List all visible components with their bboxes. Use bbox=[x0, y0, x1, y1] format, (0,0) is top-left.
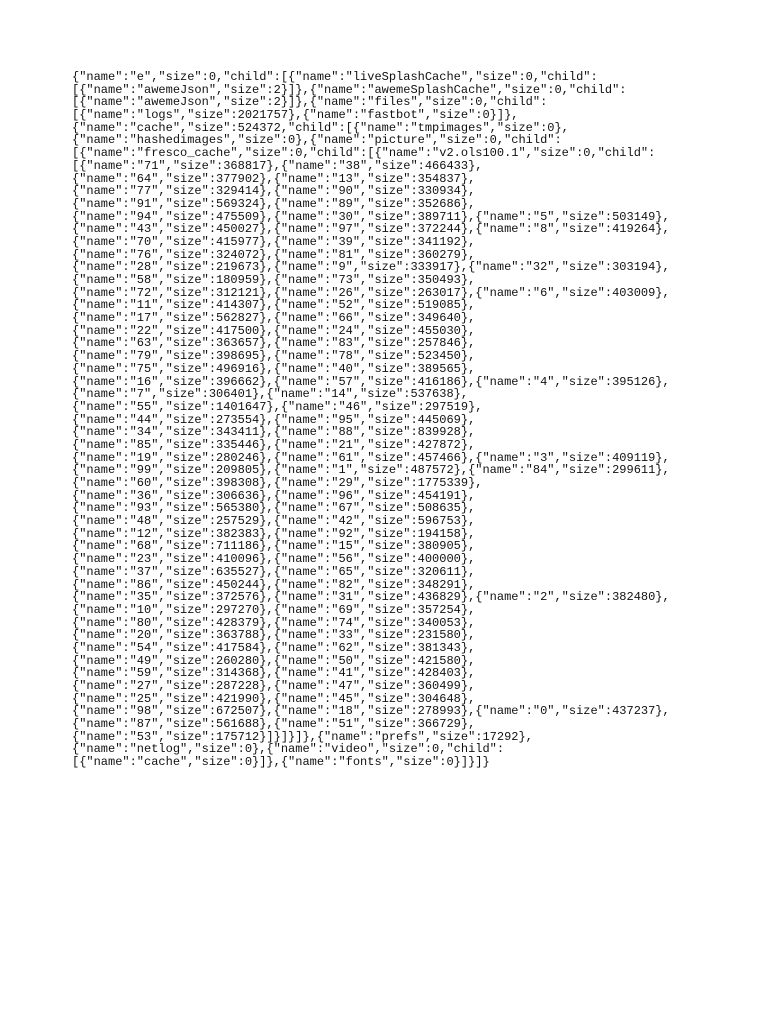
json-text-line: {"name":"48","size":257529},{"name":"42","size":596753}, bbox=[72, 514, 476, 529]
json-text-line: [{"name":"fresco_cache","size":0,"child":[{"name":"v2.ols100.1","size":0,"child": bbox=[72, 146, 656, 161]
json-text-line: {"name":"17","size":562827},{"name":"66","size":349640}, bbox=[72, 311, 476, 326]
json-text-line: {"name":"80","size":428379},{"name":"74","size":340053}, bbox=[72, 615, 476, 630]
json-text-line: {"name":"99","size":209805},{"name":"1","size":487572},{"name":"84","size":299611}, bbox=[72, 463, 670, 478]
json-text-line: {"name":"34","size":343411},{"name":"88","size":839928}, bbox=[72, 425, 476, 440]
json-text-line: {"name":"93","size":565380},{"name":"67","size":508635}, bbox=[72, 501, 476, 516]
json-text-line: {"name":"70","size":415977},{"name":"39","size":341192}, bbox=[72, 234, 476, 249]
json-text-line: {"name":"77","size":329414},{"name":"90","size":330934}, bbox=[72, 184, 476, 199]
json-text-line: {"name":"79","size":398695},{"name":"78","size":523450}, bbox=[72, 349, 476, 364]
json-text-line: {"name":"94","size":475509},{"name":"30","size":389711},{"name":"5","size":503149}, bbox=[72, 209, 670, 224]
json-text-line: {"name":"23","size":410096},{"name":"56","size":400000}, bbox=[72, 552, 476, 567]
json-text-line: {"name":"68","size":711186},{"name":"15","size":380905}, bbox=[72, 539, 476, 554]
json-text-line: {"name":"58","size":180959},{"name":"73","size":350493}, bbox=[72, 273, 476, 287]
json-text-line: {"name":"98","size":672507},{"name":"18","size":278993},{"name":"0","size":437237}, bbox=[72, 704, 670, 719]
json-text-line: {"name":"27","size":287228},{"name":"47","size":360499}, bbox=[72, 679, 476, 693]
json-text-line: [{"name":"logs","size":2021757},{"name":"fastbot","size":0}]}, bbox=[72, 108, 519, 123]
json-text-line: {"name":"59","size":314368},{"name":"41","size":428403}, bbox=[72, 666, 476, 681]
json-text-line: {"name":"36","size":306636},{"name":"96","size":454191}, bbox=[72, 488, 476, 503]
json-text-line: {"name":"91","size":569324},{"name":"89","size":352686}, bbox=[72, 196, 476, 211]
json-text-line: {"name":"20","size":363788},{"name":"33","size":231580}, bbox=[72, 628, 476, 643]
json-text-line: {"name":"7","size":306401},{"name":"14","size":537638}, bbox=[72, 387, 469, 402]
json-text-line: {"name":"53","size":175712}]}]}]},{"name":"prefs","size":17292}, bbox=[72, 729, 533, 744]
json-text-line: {"name":"76","size":324072},{"name":"81","size":360279}, bbox=[72, 247, 476, 262]
json-text-line: {"name":"86","size":450244},{"name":"82","size":348291}, bbox=[72, 577, 476, 592]
json-text-block bbox=[72, 71, 712, 769]
json-text-line: [{"name":"awemeJson","size":2}]},{"name":"awemeSplashCache","size":0,"child": bbox=[72, 82, 627, 97]
json-text-line: {"name":"43","size":450027},{"name":"97","size":372244},{"name":"8","size":419264}, bbox=[72, 222, 670, 237]
json-text-line: {"name":"87","size":561688},{"name":"51","size":366729}, bbox=[72, 717, 476, 732]
json-text-line: [{"name":"awemeJson","size":2}]},{"name":"files","size":0,"child": bbox=[72, 95, 548, 110]
json-text-line: {"name":"72","size":312121},{"name":"26","size":263017},{"name":"6","size":403009}, bbox=[72, 285, 670, 300]
json-text-line: {"name":"55","size":1401647},{"name":"46","size":297519}, bbox=[72, 399, 483, 414]
json-text-line: {"name":"75","size":496916},{"name":"40","size":389565}, bbox=[72, 361, 476, 376]
json-text-line: [{"name":"71","size":368817},{"name":"38","size":466433}, bbox=[72, 158, 483, 173]
json-text-line: {"name":"e","size":0,"child":[{"name":"liveSplashCache","size":0,"child": bbox=[72, 70, 598, 84]
json-text-line: {"name":"35","size":372576},{"name":"31","size":436829},{"name":"2","size":382480}, bbox=[72, 590, 670, 605]
json-text-line: {"name":"63","size":363657},{"name":"83","size":257846}, bbox=[72, 336, 476, 351]
json-text-line: {"name":"25","size":421990},{"name":"45","size":304648}, bbox=[72, 691, 476, 706]
json-text-line: {"name":"hashedimages","size":0},{"name":"picture","size":0,"child": bbox=[72, 133, 562, 148]
json-text-line: {"name":"cache","size":524372,"child":[{"name":"tmpimages","size":0}, bbox=[72, 120, 569, 135]
json-text-line: {"name":"44","size":273554},{"name":"95","size":445069}, bbox=[72, 412, 476, 427]
json-text-line: {"name":"64","size":377902},{"name":"13","size":354837}, bbox=[72, 171, 476, 186]
json-text-line: {"name":"19","size":280246},{"name":"61","size":457466},{"name":"3","size":409119}, bbox=[72, 450, 670, 465]
json-text-line: {"name":"54","size":417584},{"name":"62","size":381343}, bbox=[72, 640, 476, 655]
json-text-line: {"name":"60","size":398308},{"name":"29","size":1775339}, bbox=[72, 476, 483, 490]
json-text-line: {"name":"10","size":297270},{"name":"69","size":357254}, bbox=[72, 602, 476, 617]
json-text-line: {"name":"22","size":417500},{"name":"24","size":455030}, bbox=[72, 323, 476, 338]
json-text-line: {"name":"85","size":335446},{"name":"21","size":427872}, bbox=[72, 437, 476, 452]
json-text-line: {"name":"12","size":382383},{"name":"92","size":194158}, bbox=[72, 526, 476, 541]
json-text-line: {"name":"49","size":260280},{"name":"50","size":421580}, bbox=[72, 653, 476, 668]
json-text-line: {"name":"28","size":219673},{"name":"9","size":333917},{"name":"32","size":303194}, bbox=[72, 260, 670, 275]
json-text-line: {"name":"37","size":635527},{"name":"65","size":320611}, bbox=[72, 564, 476, 579]
json-text-line: {"name":"16","size":396662},{"name":"57","size":416186},{"name":"4","size":395126}, bbox=[72, 374, 670, 389]
json-text-line: {"name":"11","size":414307},{"name":"52","size":519085}, bbox=[72, 298, 476, 313]
json-text-line: [{"name":"cache","size":0}]},{"name":"fonts","size":0}]}]} bbox=[72, 755, 490, 770]
json-text-line: {"name":"netlog","size":0},{"name":"video","size":0,"child": bbox=[72, 742, 505, 757]
